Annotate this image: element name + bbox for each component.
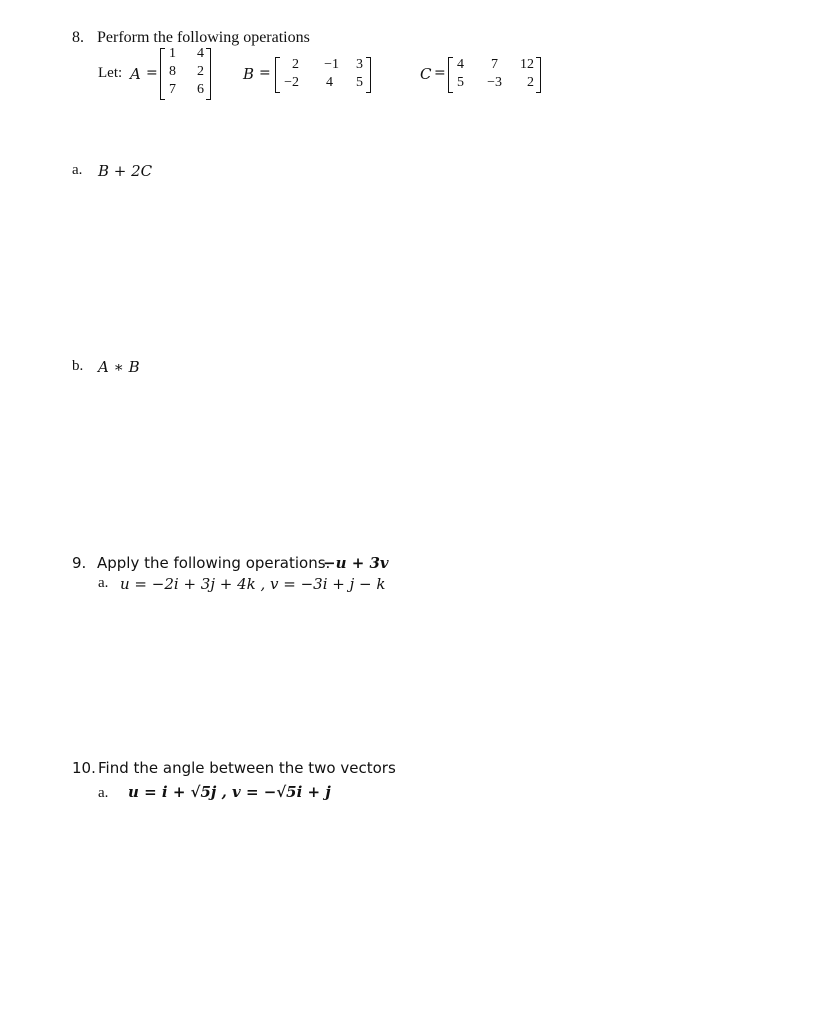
q8-let-label: Let:: [98, 65, 123, 81]
q9-title-expr: −u + 3v: [323, 554, 389, 572]
matrix-a: [160, 46, 212, 102]
matrix-c: [448, 55, 548, 95]
matrix-b-right-bracket: [366, 57, 371, 93]
matrix-a-eq: =: [146, 65, 158, 81]
q10-part-a-label: a.: [98, 785, 109, 801]
matrix-b-cell: 2: [292, 57, 299, 72]
matrix-c-cell: 5: [457, 75, 464, 90]
matrix-a-cell: 2: [197, 64, 204, 79]
matrix-a-cell: 4: [197, 46, 204, 61]
matrix-c-cell: 2: [527, 75, 534, 90]
q8-number: 8.: [72, 29, 84, 46]
matrix-a-cell: 8: [169, 64, 176, 79]
matrix-b-cell: 3: [356, 57, 363, 72]
q9-title: Apply the following operations.: [97, 554, 331, 572]
q8-part-b-label: b.: [72, 358, 84, 374]
matrix-b-cell: −2: [284, 75, 299, 90]
matrix-a-cell: 7: [169, 82, 176, 97]
q9-part-a-label: a.: [98, 575, 109, 591]
matrix-c-eq: =: [434, 65, 446, 81]
matrix-c-cell: 12: [520, 57, 534, 72]
q8-title: Perform the following operations: [97, 29, 310, 46]
q10-number: 10.: [72, 759, 96, 777]
q10-part-a-expr: u = i + √5j , v = −√5i + j: [128, 783, 331, 801]
matrix-b-cell: −1: [324, 57, 339, 72]
matrix-c-cell: 7: [491, 57, 498, 72]
matrix-c-right-bracket: [536, 57, 541, 93]
q8-part-a-expr: B + 2C: [98, 162, 153, 180]
matrix-b-cell: 4: [326, 75, 333, 90]
q10-title: Find the angle between the two vectors: [98, 759, 396, 777]
matrix-a-cell: 6: [197, 82, 204, 97]
matrix-c-cell: −3: [487, 75, 502, 90]
matrix-b-eq: =: [259, 65, 271, 81]
matrix-b-cell: 5: [356, 75, 363, 90]
matrix-c-cell: 4: [457, 57, 464, 72]
matrix-a-cell: 1: [169, 46, 176, 61]
q8-part-b-expr: A ∗ B: [98, 358, 140, 376]
matrix-a-right-bracket: [206, 48, 211, 100]
matrix-a-name: A: [130, 65, 141, 83]
matrix-b-name: B: [243, 65, 255, 83]
q8-part-a-label: a.: [72, 162, 83, 178]
q9-number: 9.: [72, 554, 87, 572]
matrix-a-left-bracket: [160, 48, 165, 100]
q9-part-a-expr: u = −2i + 3j + 4k , v = −3i + j − k: [120, 575, 386, 593]
matrix-c-name: C: [420, 65, 432, 83]
matrix-b: [275, 55, 375, 95]
